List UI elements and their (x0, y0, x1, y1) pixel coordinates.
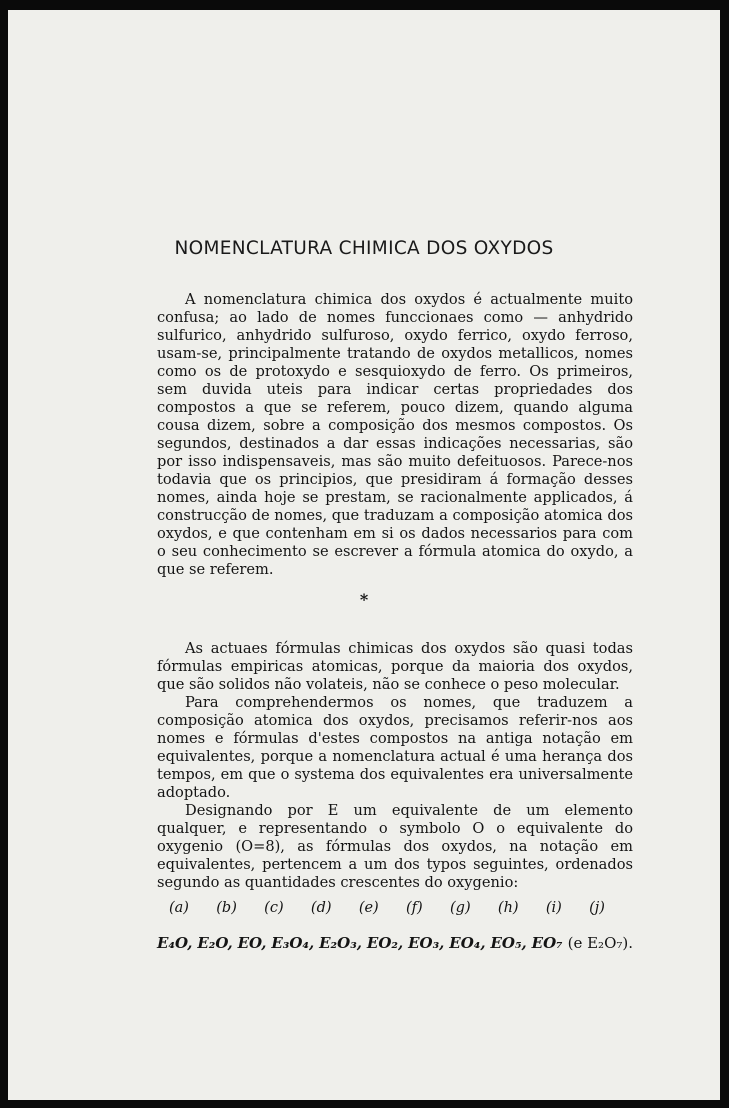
type-label: (f) (406, 900, 423, 916)
formula: EO, (237, 934, 267, 952)
type-label: (d) (310, 900, 332, 916)
section-2-text (157, 640, 633, 892)
formula-extra: (e E₂O₇). (567, 934, 633, 952)
formula: EO₂, (366, 934, 404, 952)
formula: E₄O, (157, 934, 193, 952)
formula: EO₄, (449, 934, 486, 952)
formula-row (157, 934, 633, 952)
formula: EO₇ (531, 934, 563, 952)
paragraph: As actuaes fórmulas chimicas dos oxydos são quasi todas fórmulas empiricas atomicas, porque da maioria dos oxydos, que são solidos não volateis, não se conhece o peso molecular. (157, 640, 633, 693)
formula: EO₃, (408, 934, 445, 952)
type-label: (b) (216, 900, 237, 916)
type-label: (j) (589, 900, 605, 916)
formula: E₂O₃, (319, 934, 362, 952)
formula: E₂O, (197, 934, 233, 952)
type-label: (g) (450, 900, 471, 916)
type-label: (h) (497, 900, 519, 916)
page-title: NOMENCLATURA CHIMICA DOS OXYDOS (174, 238, 554, 259)
type-label: (a) (169, 900, 189, 916)
paragraph: A nomenclatura chimica dos oxydos é actualmente muito confusa; ao lado de nomes funccionaes como — anhydrido sulfurico, anhydrido sulfuroso, oxydo ferrico, oxydo ferroso, usam-se, principalmente tratando de oxydos metallicos, nomes como os de protoxydo e sesquioxydo de ferro. Os primeiros, sem duvida uteis para indicar certas propriedades dos compostos a que se referem, pouco dizem, quando alguma cousa dizem, sobre a composição dos mesmos compostos. Os segundos, destinados a dar essas indicações necessarias, são por isso indispensaveis, mas são muito defeituosos. Parece-nos todavia que os principios, que presidiram á formação desses nomes, ainda hoje se prestam, se racionalmente applicados, á construcção de nomes, que traduzam a composição atomica dos oxydos, e que contenham em si os dados necessarios para com o seu conhecimento se escrever a fórmula atomica do oxydo, a que se referem. (157, 291, 633, 578)
formula: EO₅, (490, 934, 527, 952)
formula: E₃O₄, (271, 934, 315, 952)
paragraph: Para comprehendermos os nomes, que traduzem a composição atomica dos oxydos, precisamos referir-nos aos nomes e fórmulas d'estes compostos na antiga notação em equivalentes, porque a nomenclatura actual é uma herança dos tempos, em que o systema dos equivalentes era universalmente adoptado. (157, 694, 633, 801)
book-page (8, 10, 720, 1100)
type-labels-row (157, 900, 633, 916)
type-label: (i) (545, 900, 562, 916)
section-separator: * (359, 590, 369, 609)
type-label: (c) (264, 900, 284, 916)
type-label: (e) (358, 900, 379, 916)
section-1-text (157, 291, 633, 579)
paragraph: Designando por E um equivalente de um elemento qualquer, e representando o symbolo O o equivalente do oxygenio (O=8), as fórmulas dos oxydos, na notação em equivalentes, pertencem a um dos typos seguintes, ordenados segundo as quantidades crescentes do oxygenio: (157, 802, 633, 891)
